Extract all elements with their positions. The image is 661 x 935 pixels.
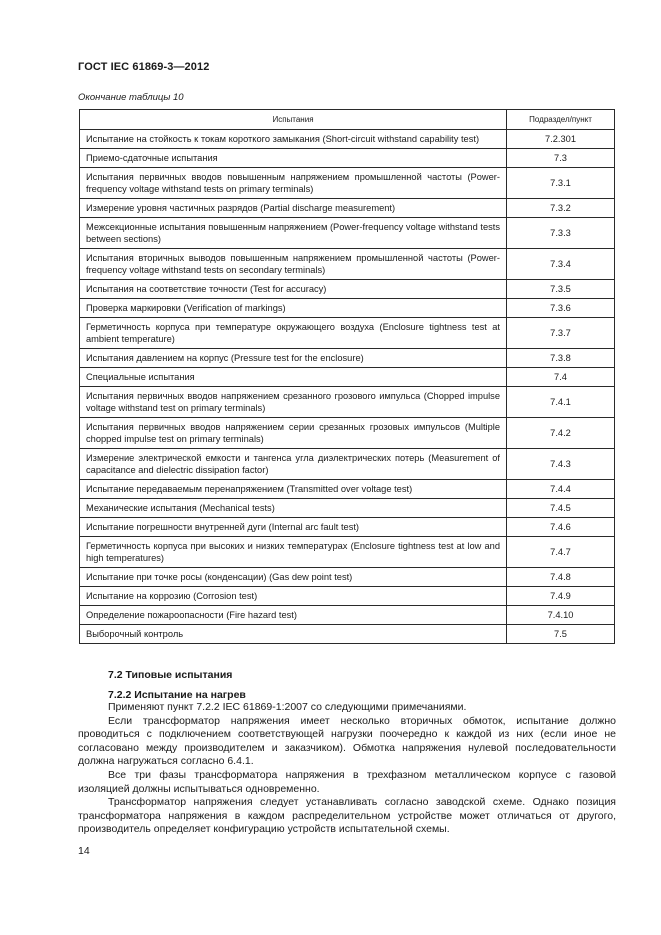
table-row — [80, 537, 615, 568]
table-row — [80, 587, 615, 606]
section-number-cell: 7.3.2 — [507, 199, 615, 218]
table-row — [80, 387, 615, 418]
section-number-cell: 7.4.4 — [507, 480, 615, 499]
table-caption: Окончание таблицы 10 — [78, 92, 184, 103]
test-name-cell: Механические испытания (Mechanical tests) — [80, 499, 507, 518]
table-row — [80, 418, 615, 449]
table-row — [80, 318, 615, 349]
column-header-tests: Испытания — [80, 110, 507, 130]
table-body — [80, 130, 615, 644]
paragraph: Трансформатор напряжения следует устанавливать согласно заводской схеме. Однако позиция трансформатора напряжения в каждом распределительном устройстве может отличаться от другого, производитель определяет конфигурацию устройств испытательной схемы. — [78, 796, 616, 836]
test-name-cell: Герметичность корпуса при температуре окружающего воздуха (Enclosure tightness test at ambient temperature) — [80, 318, 507, 349]
table-row — [80, 130, 615, 149]
section-number-cell: 7.3.7 — [507, 318, 615, 349]
section-number-cell: 7.4 — [507, 368, 615, 387]
section-number-cell: 7.3.8 — [507, 349, 615, 368]
section-number-cell: 7.4.5 — [507, 499, 615, 518]
table-row — [80, 480, 615, 499]
test-name-cell: Испытание на стойкость к токам короткого замыкания (Short-circuit withstand capability test) — [80, 130, 507, 149]
document-header: ГОСТ IEC 61869-3—2012 — [78, 61, 210, 73]
test-name-cell: Измерение электрической емкости и тангенса угла диэлектрических потерь (Measurement of capacitance and dielectric dissipation factor) — [80, 449, 507, 480]
test-name-cell: Испытание передаваемым перенапряжением (Transmitted over voltage test) — [80, 480, 507, 499]
section-number-cell: 7.4.9 — [507, 587, 615, 606]
test-name-cell: Испытания первичных вводов повышенным напряжением промышленной частоты (Power-frequency voltage withstand tests on primary terminals) — [80, 168, 507, 199]
test-name-cell: Межсекционные испытания повышенным напряжением (Power-frequency voltage withstand tests between sections) — [80, 218, 507, 249]
table-header-row — [80, 110, 615, 130]
table-row — [80, 518, 615, 537]
section-number-cell: 7.3.6 — [507, 299, 615, 318]
section-number-cell: 7.4.8 — [507, 568, 615, 587]
table-row — [80, 280, 615, 299]
table-row — [80, 625, 615, 644]
section-title: 7.2 Типовые испытания — [108, 669, 233, 681]
section-number-cell: 7.4.3 — [507, 449, 615, 480]
test-name-cell: Определение пожароопасности (Fire hazard test) — [80, 606, 507, 625]
test-name-cell: Проверка маркировки (Verification of markings) — [80, 299, 507, 318]
test-name-cell: Выборочный контроль — [80, 625, 507, 644]
table-row — [80, 449, 615, 480]
subsection-title: 7.2.2 Испытание на нагрев — [108, 689, 246, 701]
test-name-cell: Испытание на коррозию (Corrosion test) — [80, 587, 507, 606]
test-name-cell: Измерение уровня частичных разрядов (Partial discharge measurement) — [80, 199, 507, 218]
paragraph: Если трансформатор напряжения имеет несколько вторичных обмоток, испытание должно проводиться с подключением соответствующей нагрузки поочередно к каждой из них (если иное не согласовано между производителем и заказчиком). Обмотка напряжения нулевой последовательности должна нагружаться согласно 6.4.1. — [78, 714, 616, 768]
section-number-cell: 7.3.4 — [507, 249, 615, 280]
tests-table — [79, 109, 615, 644]
page-number: 14 — [78, 845, 90, 857]
section-number-cell: 7.2.301 — [507, 130, 615, 149]
test-name-cell: Герметичность корпуса при высоких и низких температурах (Enclosure tightness test at low and high temperatures) — [80, 537, 507, 568]
section-number-cell: 7.3 — [507, 149, 615, 168]
table-row — [80, 606, 615, 625]
table-row — [80, 218, 615, 249]
paragraph: Все три фазы трансформатора напряжения в трехфазном металлическом корпусе с газовой изоляцией должны испытываться одновременно. — [78, 768, 616, 795]
table-row — [80, 568, 615, 587]
test-name-cell: Испытание погрешности внутренней дуги (Internal arc fault test) — [80, 518, 507, 537]
section-number-cell: 7.3.5 — [507, 280, 615, 299]
section-number-cell: 7.4.10 — [507, 606, 615, 625]
table-row — [80, 168, 615, 199]
test-name-cell: Испытания давлением на корпус (Pressure test for the enclosure) — [80, 349, 507, 368]
test-name-cell: Специальные испытания — [80, 368, 507, 387]
section-number-cell: 7.4.6 — [507, 518, 615, 537]
table-row — [80, 299, 615, 318]
table-row — [80, 249, 615, 280]
section-number-cell: 7.5 — [507, 625, 615, 644]
table-row — [80, 199, 615, 218]
test-name-cell: Испытания на соответствие точности (Test for accuracy) — [80, 280, 507, 299]
section-number-cell: 7.4.2 — [507, 418, 615, 449]
test-name-cell: Испытания первичных вводов напряжением серии срезанных грозовых импульсов (Multiple chopped impulse test on primary terminals) — [80, 418, 507, 449]
section-number-cell: 7.4.7 — [507, 537, 615, 568]
table-row — [80, 349, 615, 368]
table-row — [80, 149, 615, 168]
column-header-section: Подраздел/пункт — [507, 110, 615, 130]
section-number-cell: 7.4.1 — [507, 387, 615, 418]
table-row — [80, 499, 615, 518]
body-text — [78, 701, 616, 837]
paragraph: Применяют пункт 7.2.2 IEC 61869-1:2007 со следующими примечаниями. — [108, 701, 467, 713]
test-name-cell: Испытания вторичных выводов повышенным напряжением промышленной частоты (Power-frequency voltage withstand tests on secondary terminals) — [80, 249, 507, 280]
section-number-cell: 7.3.3 — [507, 218, 615, 249]
table-row — [80, 368, 615, 387]
test-name-cell: Испытание при точке росы (конденсации) (Gas dew point test) — [80, 568, 507, 587]
test-name-cell: Испытания первичных вводов напряжением срезанного грозового импульса (Chopped impulse voltage withstand test on primary terminals) — [80, 387, 507, 418]
section-number-cell: 7.3.1 — [507, 168, 615, 199]
test-name-cell: Приемо-сдаточные испытания — [80, 149, 507, 168]
